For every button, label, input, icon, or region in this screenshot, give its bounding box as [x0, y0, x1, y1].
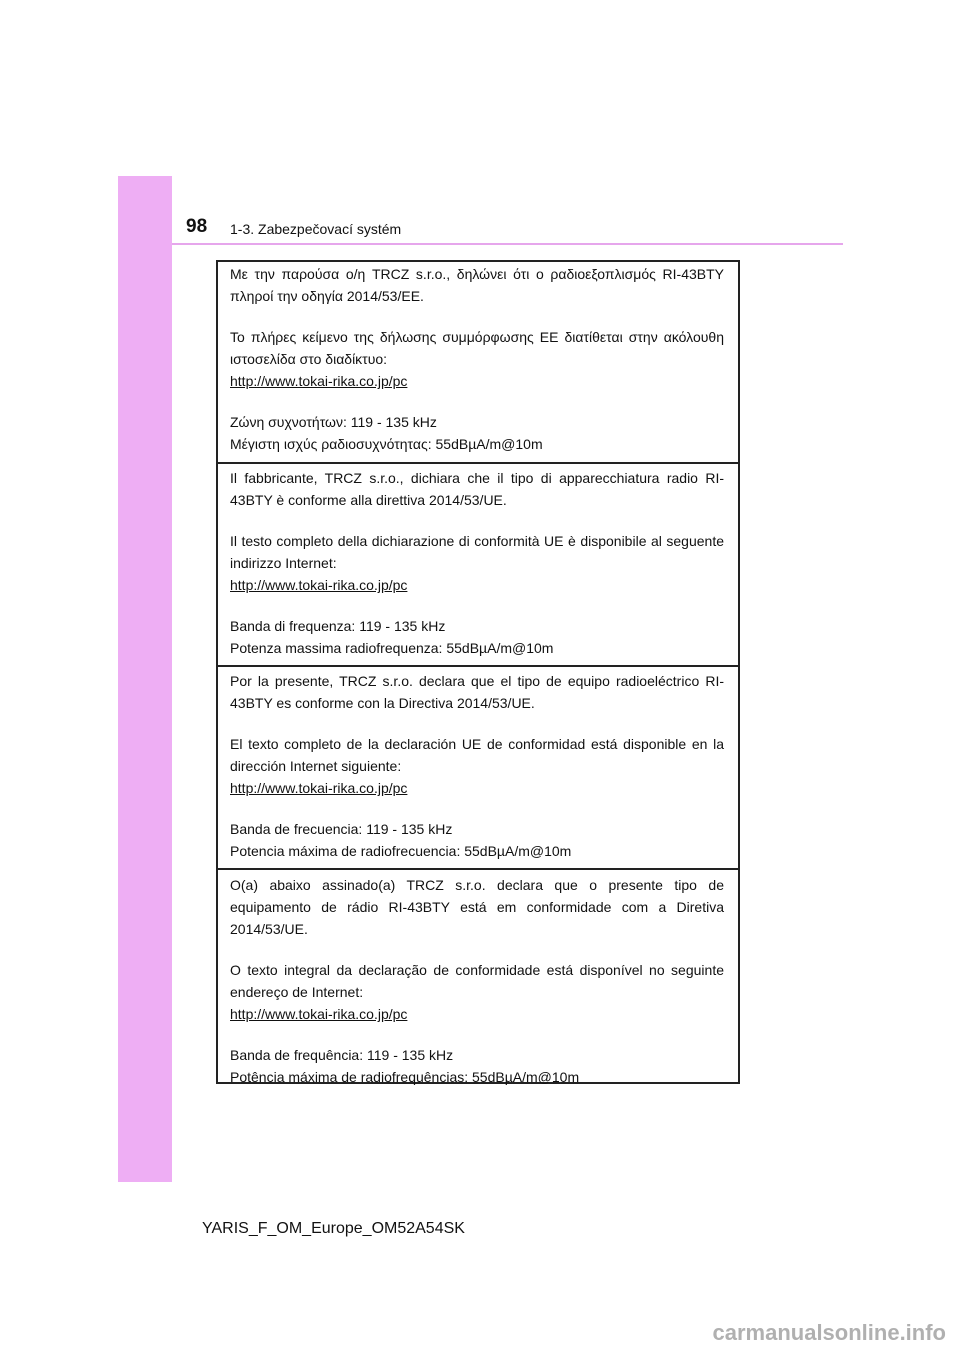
- header-divider: [172, 243, 843, 245]
- chapter-side-band: [118, 176, 172, 1182]
- availability-text: O texto integral da declaração de conformidade está disponível no seguinte endereço de Internet:: [230, 962, 724, 1000]
- frequency-band-text: Ζώνη συχνοτήτων: 119 - 135 kHz: [230, 414, 437, 430]
- notice-spanish: [218, 665, 738, 868]
- watermark-text: carmanualsonline.info: [712, 1320, 946, 1345]
- document-code: YARIS_F_OM_Europe_OM52A54SK: [202, 1220, 465, 1237]
- doc-url-link[interactable]: http://www.tokai-rika.co.jp/pc: [230, 577, 408, 593]
- conformity-notice-box: [216, 260, 740, 1084]
- declaration-text: Με την παρούσα ο/η TRCZ s.r.o., δηλώνει ότι ο ραδιοεξοπλισμός RI-43BTY πληροί την οδηγία 2014/53/ΕΕ.: [230, 266, 724, 304]
- section-title: 1-3. Zabezpečovací systém: [230, 221, 402, 237]
- max-power-text: Μέγιστη ισχύς ραδιοσυχνότητας: 55dBµA/m@10m: [230, 436, 543, 452]
- frequency-band-text: Banda de frequência: 119 - 135 kHz: [230, 1047, 454, 1063]
- max-power-text: Potencia máxima de radiofrecuencia: 55dBµA/m@10m: [230, 843, 572, 859]
- doc-url-link[interactable]: http://www.tokai-rika.co.jp/pc: [230, 373, 408, 389]
- frequency-band-text: Banda de frecuencia: 119 - 135 kHz: [230, 821, 453, 837]
- notice-italian: [218, 462, 738, 665]
- declaration-text: Por la presente, TRCZ s.r.o. declara que el tipo de equipo radioeléctrico RI-43BTY es conforme con la Directiva 2014/53/UE.: [230, 673, 724, 711]
- doc-url-link[interactable]: http://www.tokai-rika.co.jp/pc: [230, 1006, 408, 1022]
- notice-portuguese: [218, 868, 738, 1085]
- declaration-text: Il fabbricante, TRCZ s.r.o., dichiara che il tipo di apparecchiatura radio RI-43BTY è conforme alla direttiva 2014/53/UE.: [230, 470, 724, 508]
- frequency-band-text: Banda di frequenza: 119 - 135 kHz: [230, 618, 446, 634]
- max-power-text: Potência máxima de radiofrequências: 55dBµA/m@10m: [230, 1069, 580, 1085]
- availability-text: Il testo completo della dichiarazione di conformità UE è disponibile al seguente indirizzo Internet:: [230, 533, 724, 571]
- max-power-text: Potenza massima radiofrequenza: 55dBµA/m@10m: [230, 640, 554, 656]
- notice-greek: [218, 262, 738, 462]
- page-number: 98: [186, 216, 208, 237]
- declaration-text: O(a) abaixo assinado(a) TRCZ s.r.o. declara que o presente tipo de equipamento de rádio RI-43BTY está em conformidade com a Diretiva 2014/53/UE.: [230, 877, 724, 937]
- doc-url-link[interactable]: http://www.tokai-rika.co.jp/pc: [230, 780, 408, 796]
- availability-text: El texto completo de la declaración UE de conformidad está disponible en la dirección Internet siguiente:: [230, 736, 724, 774]
- availability-text: Το πλήρες κείμενο της δήλωσης συμμόρφωσης ΕΕ διατίθεται στην ακόλουθη ιστοσελίδα στο διαδίκτυο:: [230, 329, 724, 367]
